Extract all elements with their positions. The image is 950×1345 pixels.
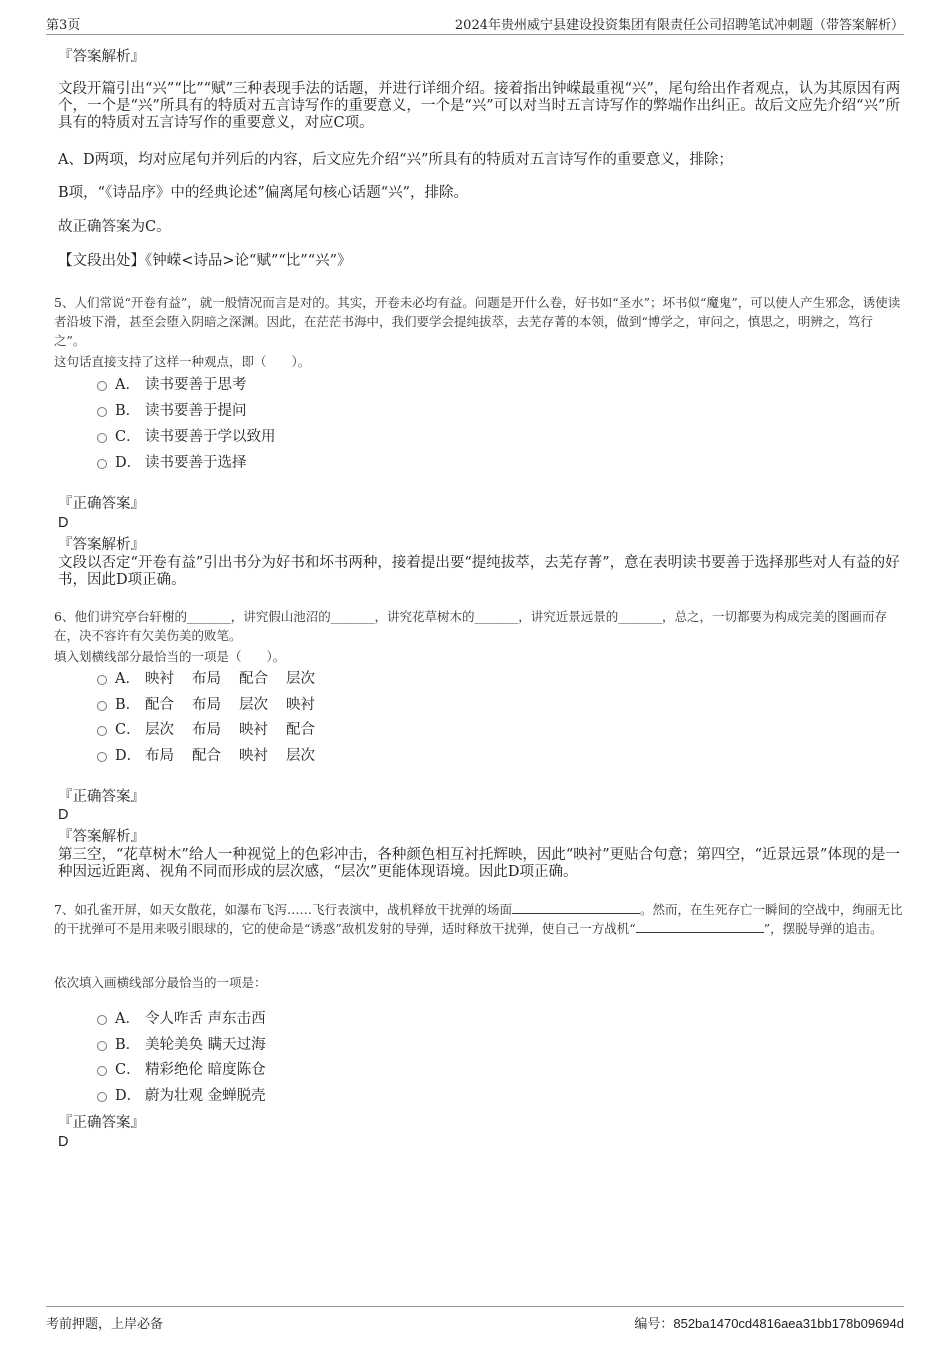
q7-blank-1 — [512, 901, 640, 914]
radio-icon[interactable] — [97, 433, 107, 443]
prev-conclusion: 故正确答案为C。 — [58, 219, 171, 235]
q5-option-a[interactable]: A． 读书要善于思考 — [97, 375, 247, 395]
q7-answer-title: 『正确答案』 — [58, 1115, 145, 1131]
q5-prompt: 这句话直接支持了这样一种观点，即（ ）。 — [54, 354, 311, 369]
q7-answer: D — [58, 1134, 69, 1150]
q6-answer-title: 『正确答案』 — [58, 789, 145, 805]
q7-blank-2 — [636, 920, 764, 933]
document-title: 2024年贵州威宁县建设投资集团有限责任公司招聘笔试冲刺题（带答案解析） — [454, 18, 904, 33]
radio-icon[interactable] — [97, 459, 107, 469]
q7-option-a[interactable]: A． 令人咋舌 声东击西 — [97, 1009, 266, 1029]
q5-analysis: 文段以否定“开卷有益”引出书分为好书和坏书两种，接着提出要“提纯拔萃，去芜存菁”，意在表明读书要善于选择那些对人有益的好书，因此D项正确。 — [58, 555, 900, 588]
q6-analysis-title: 『答案解析』 — [58, 829, 145, 845]
q5-answer-title: 『正确答案』 — [58, 496, 145, 512]
q5-answer: D — [58, 515, 69, 531]
radio-icon[interactable] — [97, 1015, 107, 1025]
radio-icon[interactable] — [97, 1066, 107, 1076]
q7-option-c[interactable]: C． 精彩绝伦 暗度陈仓 — [97, 1060, 266, 1080]
prev-analysis-b: B项，“《诗品序》中的经典论述”偏离尾句核心话题“兴”，排除。 — [58, 185, 469, 201]
q5-stem: 5、人们常说“开卷有益”，就一般情况而言是对的。其实，开卷未必均有益。问题是开什么卷，好书如“圣水”；坏书似“魔鬼”，可以使人产生邪念，诱使读者沿坡下滑，甚至会堕入阴暗之深渊。因此，在茫茫书海中，我们要学会提纯拔萃，去芜存菁的本领，做到“博学之，审问之，慎思之，明辨之，笃行之”。 — [54, 295, 901, 348]
page-header — [46, 14, 904, 35]
q5-analysis-title: 『答案解析』 — [58, 537, 145, 553]
prev-analysis-title: 『答案解析』 — [58, 49, 145, 65]
radio-icon[interactable] — [97, 752, 107, 762]
radio-icon[interactable] — [97, 407, 107, 417]
radio-icon[interactable] — [97, 1041, 107, 1051]
q6-stem: 6、他们讲究亭台轩榭的_______，讲究假山池沼的_______，讲究花草树木的_______，讲究近景远景的_______，总之，一切都要为构成完美的图画而存在，决不容许有欠美伤美的败笔。 — [54, 609, 887, 643]
radio-icon[interactable] — [97, 1092, 107, 1102]
q6-prompt: 填入划横线部分最恰当的一项是（ ）。 — [54, 649, 286, 664]
q5-option-b[interactable]: B． 读书要善于提问 — [97, 401, 247, 421]
q6-option-b[interactable]: B． 配合 布局 层次 映衬 — [97, 695, 315, 715]
radio-icon[interactable] — [97, 701, 107, 711]
page-footer — [46, 1306, 904, 1331]
footer-slogan: 考前押题，上岸必备 — [46, 1317, 164, 1332]
prev-source: 【文段出处】《钟嵘<诗品>论“赋”“比”“兴”》 — [58, 253, 352, 269]
q5-option-d[interactable]: D． 读书要善于选择 — [97, 453, 247, 473]
q6-option-c[interactable]: C． 层次 布局 映衬 配合 — [97, 720, 315, 740]
q7-option-b[interactable]: B． 美轮美奂 瞒天过海 — [97, 1035, 266, 1055]
q7-stem: 7、如孔雀开屏，如天女散花，如瀑布飞泻……飞行表演中，战机释放干扰弹的场面 。然而，在生死存亡一瞬间的空战中，绚丽无比的干扰弹可不是用来吸引眼球的，它的使命是“诱惑”敌机发射的导弹，适时释放干扰弹，使自己一方战机“ ”，摆脱导弹的追击。 — [54, 902, 903, 936]
radio-icon[interactable] — [97, 381, 107, 391]
q6-answer: D — [58, 807, 69, 823]
q7-prompt: 依次填入画横线部分最恰当的一项是： — [54, 975, 267, 990]
q6-option-d[interactable]: D． 布局 配合 映衬 层次 — [97, 746, 315, 766]
prev-analysis-text: 文段开篇引出“兴”“比”“赋”三种表现手法的话题，并进行详细介绍。接着指出钟嵘最重视“兴”，尾句给出作者观点，认为其原因有两个，一个是“兴”所具有的特质对五言诗写作的重要意义，一个是“兴”可以对当时五言诗写作的弊端作出纠正。故后文应先介绍“兴”所具有的特质对五言诗写作的重要意义，对应C项。 — [58, 81, 901, 131]
page-number: 第3页 — [46, 18, 81, 33]
radio-icon[interactable] — [97, 726, 107, 736]
q6-analysis: 第三空，“花草树木”给人一种视觉上的色彩冲击，各种颜色相互衬托辉映，因此“映衬”更贴合句意；第四空，“近景远景”体现的是一种因远近距离、视角不同而形成的层次感，“层次”更能体现语境。因此D项正确。 — [58, 847, 900, 880]
footer-code: 编号：852ba1470cd4816aea31bb178b09694d — [634, 1316, 904, 1332]
q6-option-a[interactable]: A． 映衬 布局 配合 层次 — [97, 669, 315, 689]
q7-option-d[interactable]: D． 蔚为壮观 金蝉脱壳 — [97, 1086, 266, 1106]
prev-analysis-ad: A、D两项，均对应尾句并列后的内容，后文应先介绍“兴”所具有的特质对五言诗写作的重要意义，排除； — [58, 152, 733, 168]
q5-option-c[interactable]: C． 读书要善于学以致用 — [97, 427, 276, 447]
radio-icon[interactable] — [97, 675, 107, 685]
